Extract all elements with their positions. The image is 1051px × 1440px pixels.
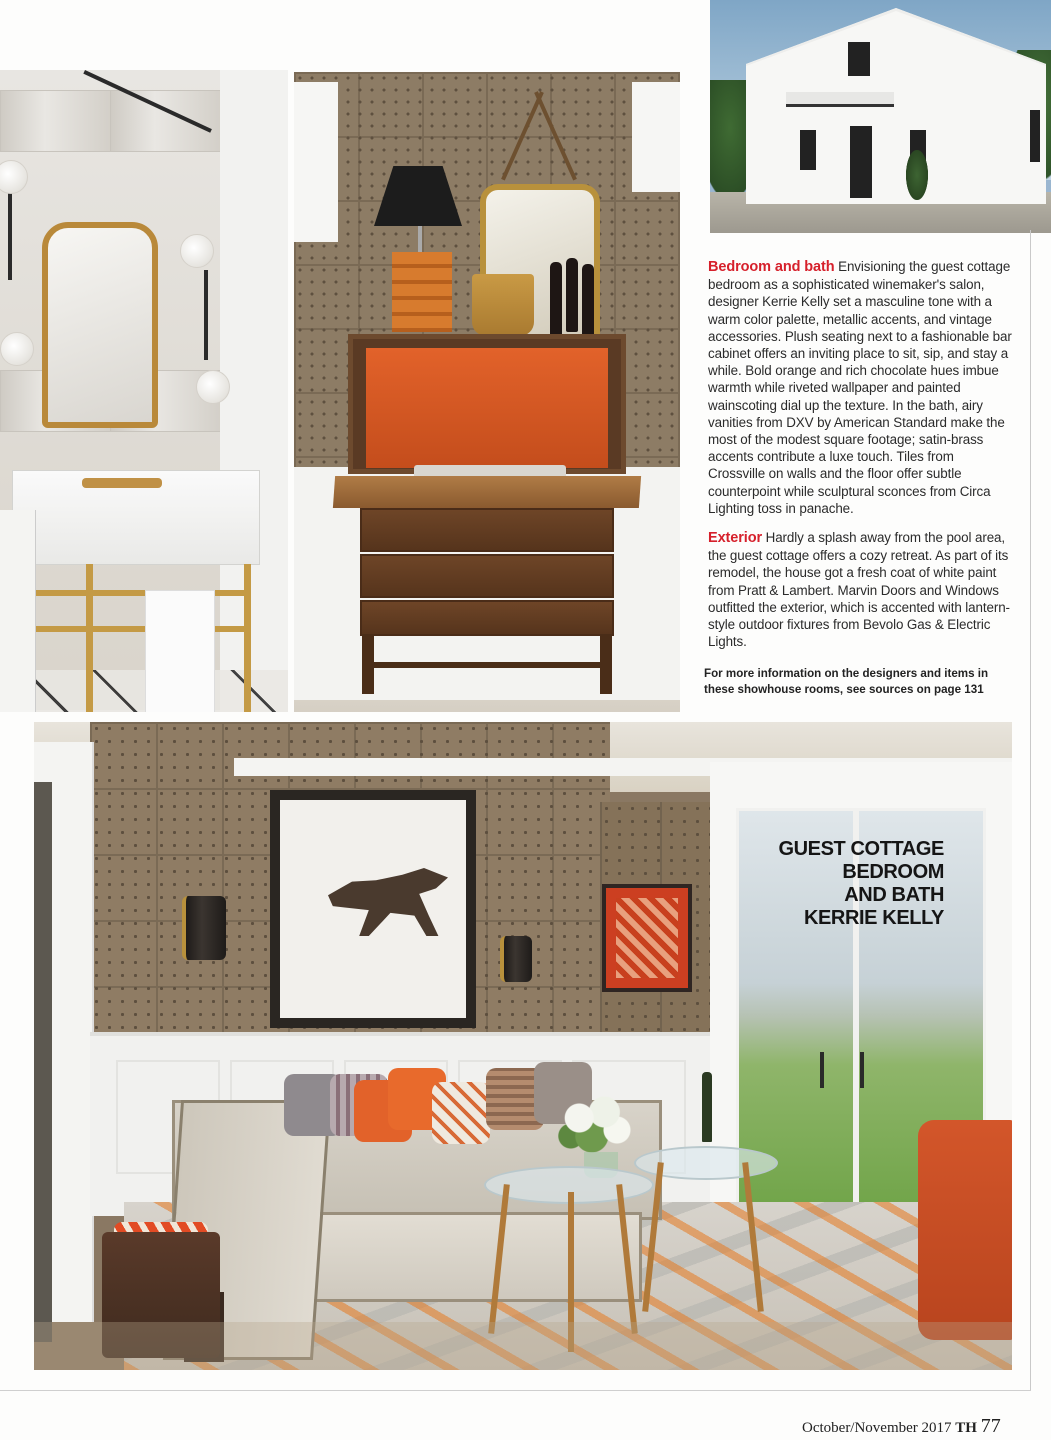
- floor: [294, 700, 680, 712]
- page-edge: [0, 1390, 1031, 1391]
- wall-sconce: [500, 936, 532, 982]
- front-door: [850, 126, 872, 198]
- exterior-paragraph: [708, 529, 1012, 650]
- exterior-body: Hardly a splash away from the pool area, the guest cottage offers a cozy retreat. As part of its remodel, the house got a fresh coat of white paint from Pratt & Lambert. Marvin Doors and Windows outfitted the exterior, which is accented with lantern-style outdoor fixtures from Bevolo Gas & Electric Lights.: [708, 530, 1010, 650]
- door-handle: [860, 1052, 864, 1088]
- bedroom-photo: [34, 722, 1012, 1370]
- horse-icon: [328, 868, 448, 936]
- brass-faucet: [82, 478, 162, 488]
- caption-line: KERRIE KELLY: [803, 907, 944, 929]
- wine-bottle: [582, 264, 594, 338]
- bedroom-bath-paragraph: [708, 258, 1012, 517]
- drawer: [360, 554, 614, 598]
- champagne-bottle: [702, 1072, 712, 1142]
- sconce-globe: [196, 370, 230, 404]
- exterior-heading: Exterior: [708, 530, 762, 547]
- exterior-photo: [710, 0, 1051, 233]
- porch-roof: [786, 92, 894, 107]
- ice-bucket: [472, 274, 534, 336]
- window: [800, 130, 816, 170]
- drawer: [360, 508, 614, 552]
- page-number: 77: [980, 1415, 1001, 1437]
- shrub: [906, 150, 928, 200]
- issue-date: October/November 2017: [802, 1420, 952, 1436]
- wine-bottle: [550, 262, 562, 336]
- orange-leather-chair: [918, 1120, 1012, 1340]
- magazine-mark: TH: [955, 1420, 977, 1436]
- door-handle: [820, 1052, 824, 1088]
- bathroom-photo: [0, 70, 288, 712]
- sconce-globe: [0, 332, 34, 366]
- caption-line: AND BATH: [844, 884, 944, 906]
- wall-sconce: [182, 896, 226, 960]
- bedroom-bath-body: Envisioning the guest cottage bedroom as a sophisticated winemaker's salon, designer Kerrie Kelly set a masculine tone with a warm color palette, metallic accents, and vintage accessories. Plush seating next to a fashionable bar cabinet offers an inviting place to sit, sip, and stay a while. Bold orange and rich chocolate hues imbue warmth while riveted wallpaper and painted wainscoting dial up the texture. In the bath, airy vanities from DXV by American Standard make the most of the modest square footage; satin-brass accents contribute a luxe touch. Tiles from Crossville on walls and the floor offer subtle counterpoint while sculptural sconces from Circa Lighting toss in panache.: [708, 259, 1012, 516]
- window: [848, 42, 870, 76]
- window: [1030, 110, 1040, 162]
- cabinet-desk: [333, 476, 641, 508]
- sconce-arm: [204, 270, 208, 360]
- horse-artwork: [270, 790, 476, 1028]
- flower-arrangement: [554, 1094, 638, 1154]
- article-text: [708, 258, 1012, 662]
- book-stack: [392, 252, 452, 332]
- caption-line: GUEST COTTAGE: [778, 838, 944, 860]
- sources-note: For more information on the designers and items in these showhouse rooms, see sources on page 131: [704, 667, 989, 696]
- wine-bottle: [566, 258, 578, 332]
- throw-pillow: [432, 1082, 490, 1144]
- page-edge: [1030, 230, 1031, 1390]
- sconce-globe: [180, 234, 214, 268]
- photo-caption: [744, 838, 944, 930]
- sconce-arm: [8, 190, 12, 280]
- orange-artwork: [602, 884, 692, 992]
- drawer: [360, 600, 614, 636]
- bar-cabinet-photo: [294, 72, 680, 712]
- orange-interior: [366, 348, 608, 468]
- caption-line: BEDROOM: [842, 861, 944, 883]
- bathroom-wall: [220, 70, 288, 712]
- folio: [802, 1415, 1001, 1438]
- bedroom-bath-heading: Bedroom and bath: [708, 259, 835, 275]
- hand-towel: [145, 590, 215, 712]
- brass-mirror: [42, 222, 158, 428]
